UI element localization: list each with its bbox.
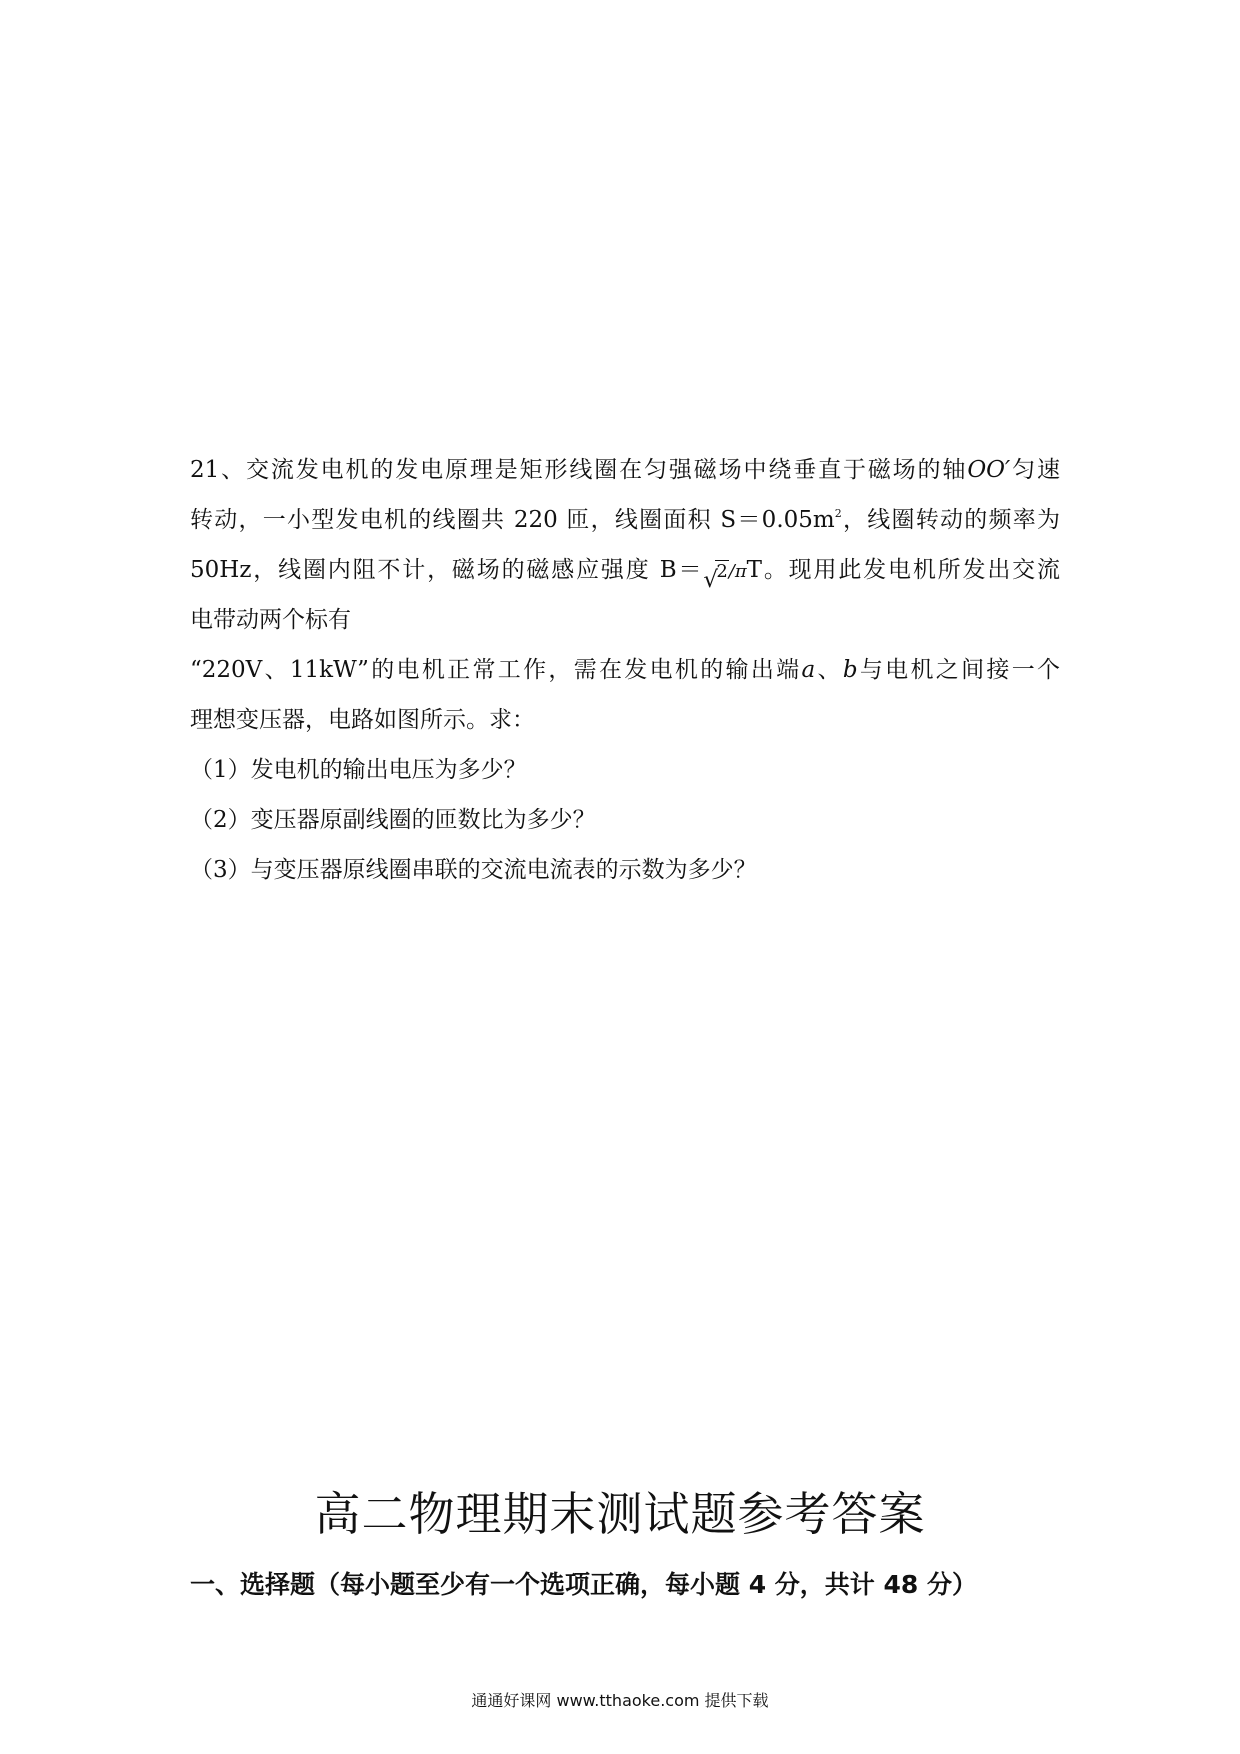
question-text: 21、交流发电机的发电原理是矩形线圈在匀强磁场中绕垂直于磁场的轴 <box>190 457 968 483</box>
section-heading: 一、选择题（每小题至少有一个选项正确，每小题 4 分，共计 48 分） <box>190 1570 978 1599</box>
question-text: 与电机之间接一个 <box>857 657 1061 683</box>
question-line-2 <box>190 495 1060 545</box>
sqrt-expression <box>703 557 728 583</box>
question-21 <box>190 445 1060 895</box>
superscript: 2 <box>834 507 842 520</box>
question-text: 、 <box>815 657 843 683</box>
sub-question-1: （1）发电机的输出电压为多少？ <box>190 757 527 783</box>
question-line-4: 电带动两个标有 <box>190 607 351 633</box>
answer-title: 高二物理期末测试题参考答案 <box>314 1487 926 1541</box>
question-line-3 <box>190 545 1060 595</box>
fraction-pi: /π <box>728 561 747 582</box>
axis-symbol: OO′ <box>967 457 1011 483</box>
question-text: 50Hz，线圈内阻不计，磁场的磁感应强度 B＝ <box>190 557 704 583</box>
question-text: ，线圈转动的频率为 <box>841 507 1060 533</box>
question-text: T。现用此发电机所发出交流 <box>746 557 1061 583</box>
sub-question-3: （3）与变压器原线圈串联的交流电流表的示数为多少？ <box>190 857 757 883</box>
question-text: 转动，一小型发电机的线圈共 220 匝，线圈面积 S＝0.05m <box>190 507 835 533</box>
footer: 通通好课网 www.tthaoke.com 提供下载 <box>471 1691 769 1710</box>
sub-question-2: （2）变压器原副线圈的匝数比为多少？ <box>190 807 596 833</box>
variable-b: b <box>842 657 858 683</box>
question-text: “220V、11kW”的电机正常工作，需在发电机的输出端 <box>190 657 802 683</box>
question-line-5 <box>190 645 1060 695</box>
variable-a: a <box>801 657 816 683</box>
radicand: 2 <box>716 561 728 582</box>
question-line-6: 理想变压器，电路如图所示。求： <box>190 707 535 733</box>
question-text: 匀速 <box>1010 457 1060 483</box>
question-line-1 <box>190 445 1060 495</box>
